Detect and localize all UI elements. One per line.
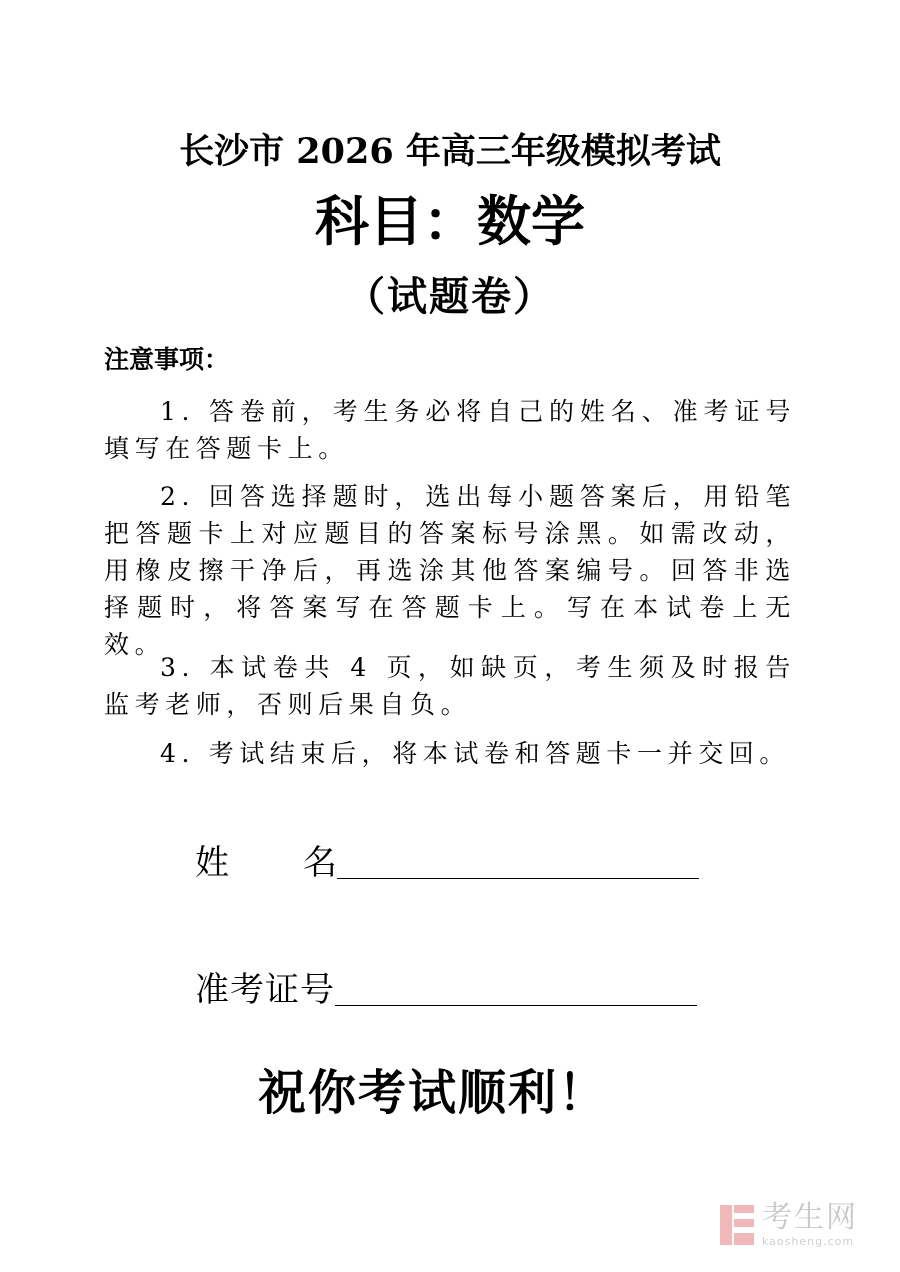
notice-item-4: 4. 考试结束后，将本试卷和答题卡一并交回。 [160, 739, 791, 768]
subject-title: 科目：数学 [315, 189, 585, 253]
exam-id-blank-line[interactable] [335, 971, 697, 1006]
exam-id-label: 准考证号 [195, 970, 335, 1010]
notice-item-2: 2. 回答选择题时，选出每小题答案后，用铅笔把答题卡上对应题目的答案标号涂黑。如需改动，用橡皮擦干净后，再选涂其他答案编号。回答非选择题时，将答案写在答题卡上。写在本试卷上无效。 [104, 482, 796, 659]
paper-type: （试题卷） [345, 273, 555, 320]
name-blank-line[interactable] [337, 844, 699, 879]
watermark-brand: 考生网 [762, 1200, 858, 1235]
notice-item-1: 1. 答卷前，考生务必将自己的姓名、准考证号填写在答题卡上。 [104, 397, 796, 463]
watermark [718, 1195, 888, 1255]
name-label: 姓名 [195, 843, 411, 883]
watermark-domain: kaosheng.com [762, 1235, 855, 1248]
kaosheng-logo-icon [718, 1201, 756, 1249]
name-field-row [195, 836, 699, 886]
exam-title: 长沙市 2026 年高三年级模拟考试 [179, 131, 721, 172]
exam-id-field-row [195, 963, 697, 1013]
good-luck-message: 祝你考试顺利！ [257, 1065, 608, 1121]
notice-item-3: 3. 本试卷共 4 页，如缺页，考生须及时报告监考老师，否则后果自负。 [104, 653, 796, 719]
notice-heading: 注意事项： [104, 345, 230, 374]
